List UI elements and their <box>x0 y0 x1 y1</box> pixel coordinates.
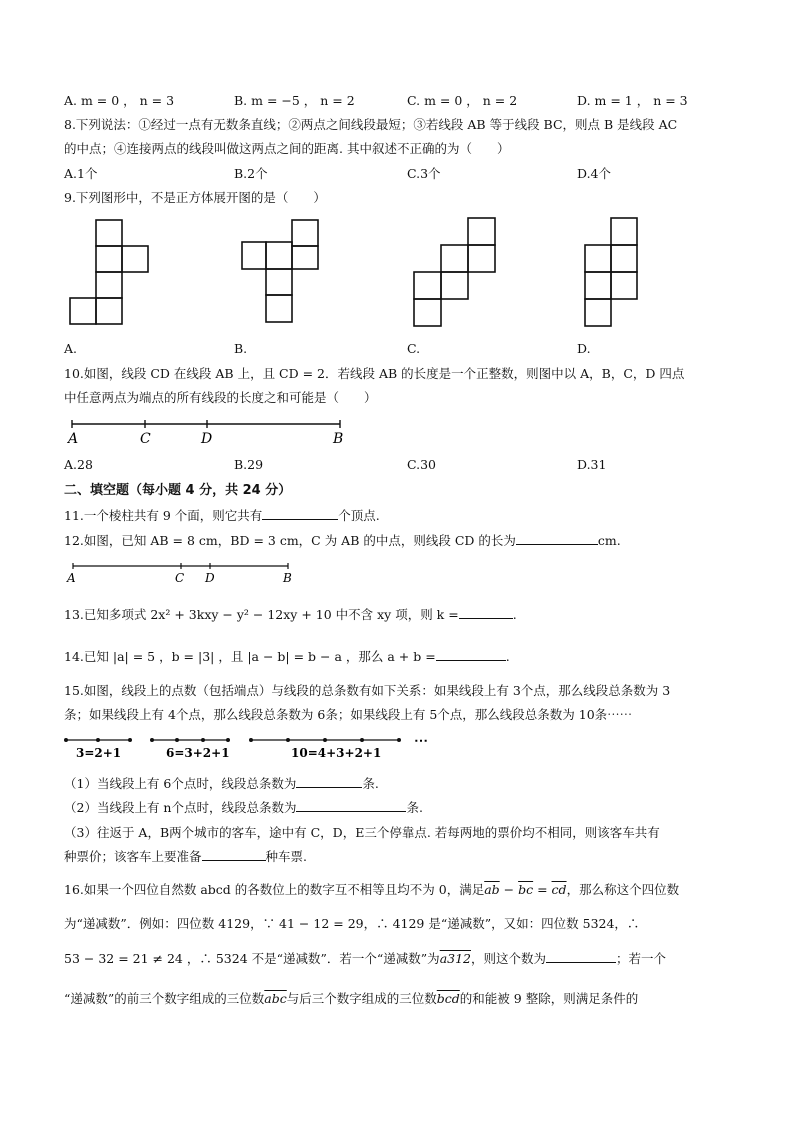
q9-option-d[interactable]: D. <box>577 341 591 356</box>
q8-stem-line2: 的中点；④连接两点的线段叫做这两点之间的距离. 其中叙述不正确的为（ ） <box>64 141 510 156</box>
q12-point-b: B <box>283 571 292 585</box>
q9-option-a[interactable]: A. <box>64 341 78 356</box>
q7-option-d[interactable]: D. m = 1 ， n = 3 <box>577 93 688 108</box>
q15-fig1-label: 3=2+1 <box>76 746 122 760</box>
q10-point-b: B <box>333 431 344 447</box>
q15-fig-dots: ⋯ <box>414 733 428 749</box>
q8-option-c[interactable]: C.3个 <box>407 166 441 181</box>
q13-text-before: 13.已知多项式 2x² + 3kxy − y² − 12xy + 10 中不含 xy 项，则 k = <box>64 607 459 622</box>
q15-sub1 <box>64 775 379 793</box>
q8-option-d[interactable]: D.4个 <box>577 166 612 181</box>
q10-option-d[interactable]: D.31 <box>577 457 607 472</box>
q7-option-c[interactable]: C. m = 0 ， n = 2 <box>407 93 518 108</box>
q10-option-b[interactable]: B.29 <box>234 457 264 472</box>
q7-option-a[interactable]: A. m = 0 ， n = 3 <box>64 93 175 108</box>
q15-sub2-before: （2）当线段上有 n个点时，线段总条数为 <box>64 800 297 815</box>
q13-text-after: . <box>512 607 517 622</box>
q10-point-d: D <box>201 431 213 447</box>
q12-point-d: D <box>205 571 215 585</box>
q16-line4-a: “递减数”的前三个数字组成的三位数 <box>64 991 265 1006</box>
q15-sub2 <box>64 799 423 817</box>
q10-point-c: C <box>140 431 151 447</box>
q16-answer-blank-1[interactable] <box>546 950 616 963</box>
q16-line1 <box>64 881 679 899</box>
q16-line4-b: 与后三个数字组成的三位数 <box>286 991 437 1006</box>
q10-stem-line1: 10.如图，线段 CD 在线段 AB 上，且 CD = 2．若线段 AB 的长度是一个正整数，则图中以 A，B，C，D 四点 <box>64 366 685 381</box>
q15-sub2-after: 条. <box>406 800 423 815</box>
q10-option-c[interactable]: C.30 <box>407 457 436 472</box>
q16-line1-a: 16.如果一个四位自然数 abcd 的各数位上的数字互不相等且均不为 0，满足 <box>64 882 485 897</box>
q15-sub3-answer-blank[interactable] <box>202 848 266 861</box>
q12-point-c: C <box>175 571 185 585</box>
q15-fig3-label: 10=4+3+2+1 <box>291 746 382 760</box>
q15-sub1-answer-blank[interactable] <box>296 775 362 788</box>
q15-sub3-line2 <box>64 848 307 866</box>
q15-sub1-after: 条. <box>362 776 379 791</box>
q15-fig2-label: 6=3+2+1 <box>166 746 230 760</box>
q16-minus: − <box>499 882 519 897</box>
q16-line4-c: 的和能被 9 整除，则满足条件的 <box>459 991 639 1006</box>
q8-option-a[interactable]: A.1个 <box>64 166 98 181</box>
q16-line3-c: ；若一个 <box>616 951 667 966</box>
q16-line3-a: 53 − 32 = 21 ≠ 24 ，∴ 5324 不是“递减数”．若一个“递减数”为 <box>64 951 440 966</box>
q9-option-c[interactable]: C. <box>407 341 421 356</box>
q16-line4 <box>64 990 638 1008</box>
q15-sub1-before: （1）当线段上有 6个点时，线段总条数为 <box>64 776 297 791</box>
q16-overline-bcd: $\overline{bcd}$ <box>436 991 460 1006</box>
q15-sub2-answer-blank[interactable] <box>296 799 406 812</box>
q16-line2: 为“递减数”．例如：四位数 4129，∵ 41 − 12 = 29，∴ 4129 是“递减数”，又如：四位数 5324，∴ <box>64 916 640 931</box>
q8-option-b[interactable]: B.2个 <box>234 166 268 181</box>
q16-overline-bc: $\overline{bc}$ <box>518 882 534 897</box>
section-2-heading: 二、填空题（每小题 4 分，共 24 分） <box>64 483 292 498</box>
q10-point-a: A <box>68 431 79 447</box>
q7-option-b[interactable]: B. m = −5 ， n = 2 <box>234 93 355 108</box>
q12-text-after: cm. <box>597 533 621 548</box>
q16-line3 <box>64 950 666 968</box>
q11-text-before: 11.一个棱柱共有 9 个面，则它共有 <box>64 508 263 523</box>
q16-line3-b: ，则这个数为 <box>471 951 547 966</box>
q16-line1-b: ，那么称这个四位数 <box>566 882 680 897</box>
q9-stem: 9.下列图形中，不是正方体展开图的是（ ） <box>64 190 326 205</box>
q15-sub3-line1: （3）往返于 A，B两个城市的客车，途中有 C，D，E三个停靠点. 若每两地的票价均不相同，则该客车共有 <box>64 825 660 840</box>
q15-sub3-before: 种票价；该客车上要准备 <box>64 849 202 864</box>
q15-stem-line1: 15.如图，线段上的点数（包括端点）与线段的总条数有如下关系：如果线段上有 3个点，那么线段总条数为 3 <box>64 683 671 698</box>
q16-equals: = <box>533 882 552 897</box>
q9-option-b[interactable]: B. <box>234 341 248 356</box>
q10-stem-line2: 中任意两点为端点的所有线段的长度之和可能是（ ） <box>64 390 377 405</box>
q16-overline-abc: $\overline{abc}$ <box>264 991 287 1006</box>
q15-sub3-after: 种车票. <box>265 849 307 864</box>
q14-text-before: 14.已知 |a| = 5 ，b = |3| ，且 |a − b| = b − a ，那么 a + b = <box>64 649 436 664</box>
q10-option-a[interactable]: A.28 <box>64 457 93 472</box>
q16-overline-ab: $\overline{ab}$ <box>484 882 500 897</box>
q12-point-a: A <box>67 571 76 585</box>
q12-text-before: 12.如图，已知 AB = 8 cm，BD = 3 cm，C 为 AB 的中点，则线段 CD 的长为 <box>64 533 516 548</box>
q15-stem-line2: 条；如果线段上有 4个点，那么线段总条数为 6条；如果线段上有 5个点，那么线段总条数为 10条⋯⋯ <box>64 707 633 722</box>
q16-overline-a312: a312 <box>439 951 471 966</box>
q8-stem-line1: 8.下列说法：①经过一点有无数条直线；②两点之间线段最短；③若线段 AB 等于线段 BC，则点 B 是线段 AC <box>64 117 678 132</box>
q11-text-after: 个顶点. <box>338 508 380 523</box>
q16-overline-cd: $\overline{cd}$ <box>551 882 567 897</box>
q14-text-after: . <box>505 649 510 664</box>
